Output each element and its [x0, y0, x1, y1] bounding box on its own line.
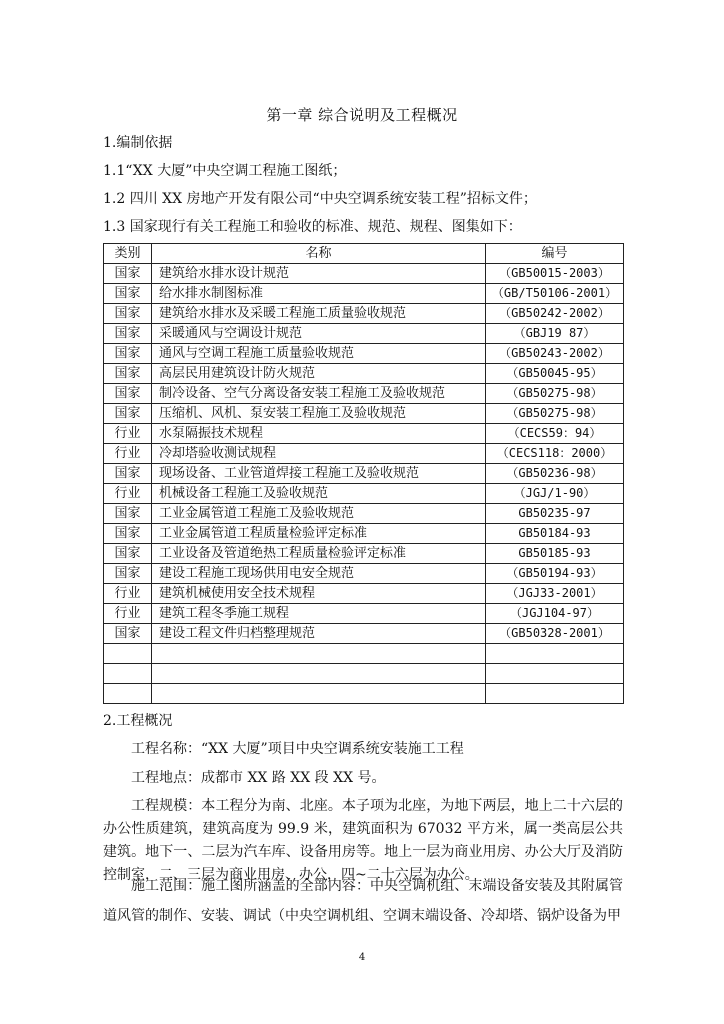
- cell-code: （GBJ19 87）: [486, 324, 624, 344]
- table-row: [104, 564, 624, 584]
- column-header-category: 类别: [104, 244, 152, 264]
- project-scope: 施工范围：施工图所涵盖的全部内容：中央空调机组、末端设备安装及其附属管道风管的制作、安装、调试（中央空调机组、空调末端设备、冷却塔、锅炉设备为甲: [103, 878, 623, 924]
- basis-item: 1.2 四川 XX 房地产开发有限公司“中央空调系统安装工程”招标文件；: [103, 191, 537, 207]
- table-body: [104, 264, 624, 704]
- cell-name: 高层民用建筑设计防火规范: [152, 364, 486, 384]
- table-row: [104, 344, 624, 364]
- table-row: [104, 584, 624, 604]
- table-row: [104, 464, 624, 484]
- cell-category: 行业: [104, 484, 152, 504]
- table-row: [104, 264, 624, 284]
- cell-code: （GB50045-95）: [486, 364, 624, 384]
- cell-category: 行业: [104, 444, 152, 464]
- basis-item: 1.1“XX 大厦”中央空调工程施工图纸；: [103, 163, 347, 179]
- standards-table: [103, 243, 624, 704]
- cell-name: 建筑工程冬季施工规程: [152, 604, 486, 624]
- cell-name: 建筑给水排水设计规范: [152, 264, 486, 284]
- cell-category: 国家: [104, 284, 152, 304]
- cell-code: （GB50242-2002）: [486, 304, 624, 324]
- table-row: [104, 644, 624, 664]
- project-scale: 工程规模：本工程分为南、北座。本子项为北座，为地下两层，地上二十六层的办公性质建筑，建筑高度为 99.9 米，建筑面积为 67032 平方米，属一类高层公共建筑。地下一、二层为汽车库、设备用房等。地上一层为商业用房、办公大厅及消防控制室，二、三层为商业用房、办公，四~二十六层为办公。: [103, 798, 623, 883]
- cell-name: 制冷设备、空气分离设备安装工程施工及验收规范: [152, 384, 486, 404]
- cell-name: 工业金属管道工程施工及验收规范: [152, 504, 486, 524]
- cell-name: 水泵隔振技术规程: [152, 424, 486, 444]
- cell-category: 国家: [104, 384, 152, 404]
- cell-category: 行业: [104, 604, 152, 624]
- cell-category: [104, 644, 152, 664]
- cell-name: 机械设备工程施工及验收规范: [152, 484, 486, 504]
- cell-name: 冷却塔验收测试规程: [152, 444, 486, 464]
- cell-code: GB50184-93: [486, 524, 624, 544]
- project-location: 工程地点：成都市 XX 路 XX 段 XX 号。: [131, 770, 386, 786]
- cell-code: （GB50328-2001）: [486, 624, 624, 644]
- cell-category: 国家: [104, 324, 152, 344]
- table-row: [104, 444, 624, 464]
- cell-code: （GB50275-98）: [486, 384, 624, 404]
- cell-name: [152, 644, 486, 664]
- table-row: [104, 484, 624, 504]
- cell-category: 国家: [104, 364, 152, 384]
- cell-category: 国家: [104, 624, 152, 644]
- cell-name: 建设工程文件归档整理规范: [152, 624, 486, 644]
- table-row: [104, 684, 624, 704]
- cell-category: [104, 684, 152, 704]
- cell-category: 国家: [104, 264, 152, 284]
- cell-code: GB50185-93: [486, 544, 624, 564]
- cell-category: 行业: [104, 584, 152, 604]
- cell-category: 行业: [104, 424, 152, 444]
- section-heading-basis: 1.编制依据: [103, 135, 173, 151]
- cell-name: 通风与空调工程施工质量验收规范: [152, 344, 486, 364]
- cell-category: 国家: [104, 524, 152, 544]
- cell-code: （GB/T50106-2001）: [486, 284, 624, 304]
- cell-code: （GB50015-2003）: [486, 264, 624, 284]
- project-name: 工程名称：“XX 大厦”项目中央空调系统安装施工工程: [131, 741, 464, 757]
- cell-category: 国家: [104, 464, 152, 484]
- cell-category: 国家: [104, 564, 152, 584]
- basis-item: 1.3 国家现行有关工程施工和验收的标准、规范、规程、图集如下：: [103, 219, 522, 235]
- cell-name: 建设工程施工现场供用电安全规范: [152, 564, 486, 584]
- cell-name: 工业金属管道工程质量检验评定标准: [152, 524, 486, 544]
- cell-code: （GB50275-98）: [486, 404, 624, 424]
- cell-name: 建筑机械使用安全技术规程: [152, 584, 486, 604]
- cell-code: [486, 664, 624, 684]
- cell-code: （JGJ/1-90）: [486, 484, 624, 504]
- section-heading-overview: 2.工程概况: [103, 713, 173, 729]
- cell-name: 建筑给水排水及采暖工程施工质量验收规范: [152, 304, 486, 324]
- cell-code: （JGJ33-2001）: [486, 584, 624, 604]
- cell-name: 采暖通风与空调设计规范: [152, 324, 486, 344]
- table-row: [104, 604, 624, 624]
- cell-category: 国家: [104, 344, 152, 364]
- cell-code: [486, 684, 624, 704]
- column-header-name: 名称: [152, 244, 486, 264]
- cell-code: （CECS118：2000）: [486, 444, 624, 464]
- cell-name: [152, 684, 486, 704]
- cell-category: 国家: [104, 404, 152, 424]
- cell-category: 国家: [104, 504, 152, 524]
- cell-name: 现场设备、工业管道焊接工程施工及验收规范: [152, 464, 486, 484]
- table-row: [104, 404, 624, 424]
- table-row: [104, 624, 624, 644]
- cell-code: （GB50243-2002）: [486, 344, 624, 364]
- cell-category: 国家: [104, 544, 152, 564]
- table-row: [104, 504, 624, 524]
- cell-code: [486, 644, 624, 664]
- table-row: [104, 664, 624, 684]
- chapter-title: 第一章 综合说明及工程概况: [266, 106, 458, 124]
- cell-name: [152, 664, 486, 684]
- cell-code: （JGJ104-97）: [486, 604, 624, 624]
- table-row: [104, 524, 624, 544]
- cell-category: 国家: [104, 304, 152, 324]
- table-row: [104, 384, 624, 404]
- table-row: [104, 544, 624, 564]
- cell-name: 工业设备及管道绝热工程质量检验评定标准: [152, 544, 486, 564]
- page-number: 4: [358, 952, 366, 963]
- cell-code: GB50235-97: [486, 504, 624, 524]
- cell-code: （GB50236-98）: [486, 464, 624, 484]
- cell-name: 给水排水制图标准: [152, 284, 486, 304]
- table-row: [104, 364, 624, 384]
- cell-category: [104, 664, 152, 684]
- cell-name: 压缩机、风机、泵安装工程施工及验收规范: [152, 404, 486, 424]
- column-header-code: 编号: [486, 244, 624, 264]
- table-row: [104, 284, 624, 304]
- table-row: [104, 304, 624, 324]
- table-header-row: [104, 244, 624, 264]
- table-row: [104, 424, 624, 444]
- cell-code: （GB50194-93）: [486, 564, 624, 584]
- cell-code: （CECS59：94）: [486, 424, 624, 444]
- table-row: [104, 324, 624, 344]
